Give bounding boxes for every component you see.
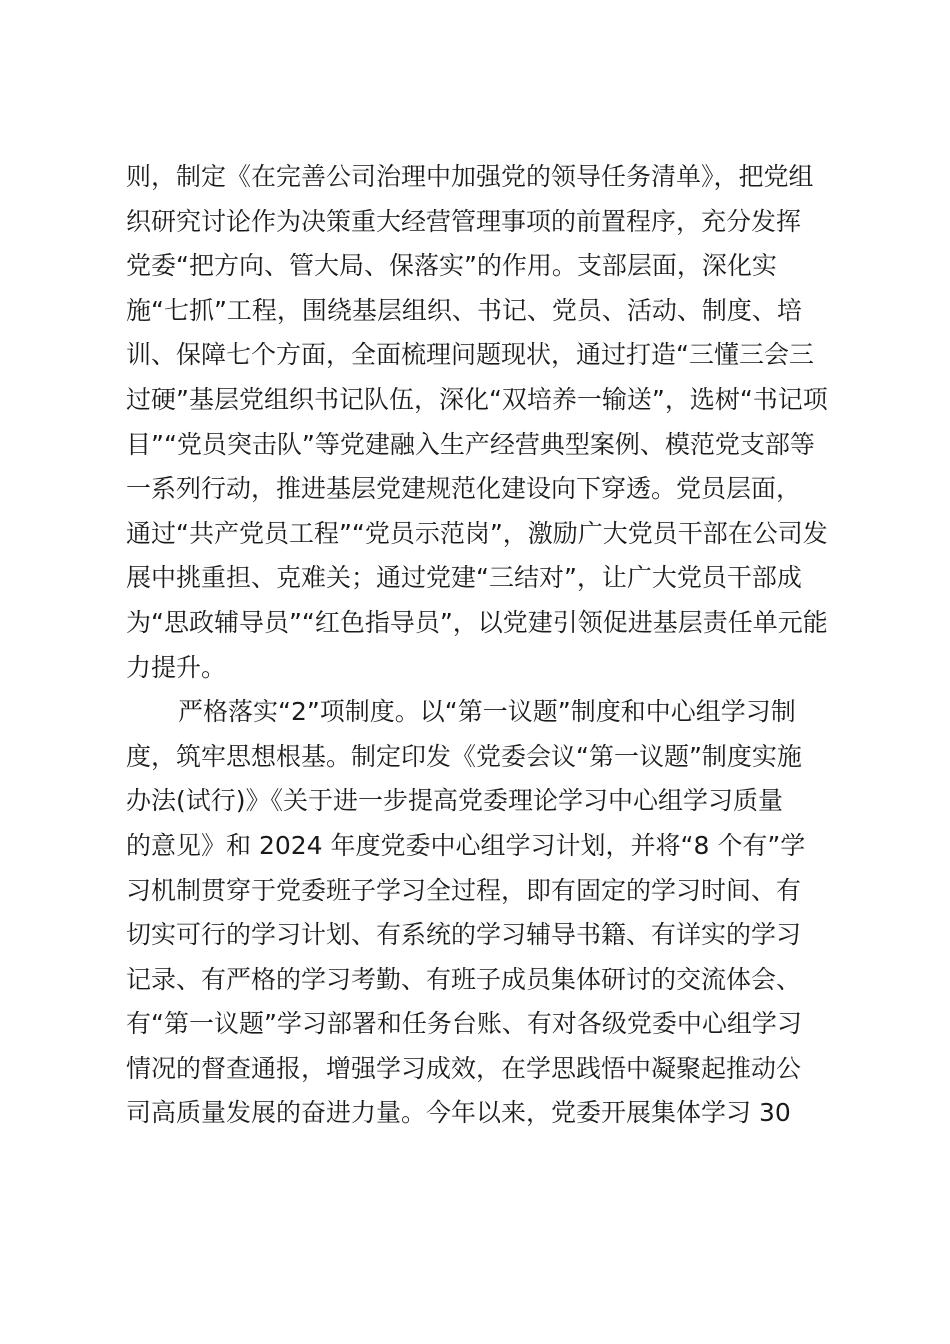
text-line: 为“思政辅导员”“红色指导员”，以党建引领促进基层责任单元能 <box>126 607 828 637</box>
text-line: 通过“共产党员工程”“党员示范岗”，激励广大党员干部在公司发 <box>126 518 828 548</box>
text-line: 的意见》和 2024 年度党委中心组学习计划，并将“8 个有”学 <box>126 830 806 860</box>
text-line: 力提升。 <box>126 652 227 682</box>
text-line: 党委“把方向、管大局、保落实”的作用。支部层面，深化实 <box>126 251 777 281</box>
text-line: 司高质量发展的奋进力量。今年以来，党委开展集体学习 30 <box>126 1098 791 1128</box>
text-line: 有“第一议题”学习部署和任务台账、有对各级党委中心组学习 <box>126 1009 802 1039</box>
text-line: 织研究讨论作为决策重大经营管理事项的前置程序，充分发挥 <box>126 206 802 236</box>
text-line: 度，筑牢思想根基。制定印发《党委会议“第一议题”制度实施 <box>126 741 802 771</box>
text-line: 记录、有严格的学习考勤、有班子成员集体研讨的交流体会、 <box>126 964 802 994</box>
text-line: 则，制定《在完善公司治理中加强党的领导任务清单》，把党组 <box>126 162 814 191</box>
document-body <box>126 155 836 1136</box>
text-line: 展中挑重担、克难关；通过党建“三结对”，让广大党员干部成 <box>126 563 802 593</box>
text-line: 一系列行动，推进基层党建规范化建设向下穿透。党员层面， <box>126 474 802 504</box>
text-line: 训、保障七个方面，全面梳理问题现状，通过打造“三懂三会三 <box>126 340 814 370</box>
text-line: 施“七抓”工程，围绕基层组织、书记、党员、活动、制度、培 <box>126 295 802 325</box>
text-line: 情况的督查通报，增强学习成效，在学思践悟中凝聚起推动公 <box>126 1053 802 1083</box>
text-line: 切实可行的学习计划、有系统的学习辅导书籍、有详实的学习 <box>126 920 802 950</box>
text-line: 过硬”基层党组织书记队伍，深化“双培养一输送”，选树“书记项 <box>126 384 828 414</box>
text-line: 习机制贯穿于党委班子学习全过程，即有固定的学习时间、有 <box>126 875 802 905</box>
text-line: 目”“党员突击队”等党建融入生产经营典型案例、模范党支部等 <box>126 429 815 459</box>
paragraph-first-line: 严格落实“2”项制度。以“第一议题”制度和中心组学习制 <box>178 697 796 727</box>
text-line: 办法(试行)》《关于进一步提高党委理论学习中心组学习质量 <box>126 786 784 816</box>
